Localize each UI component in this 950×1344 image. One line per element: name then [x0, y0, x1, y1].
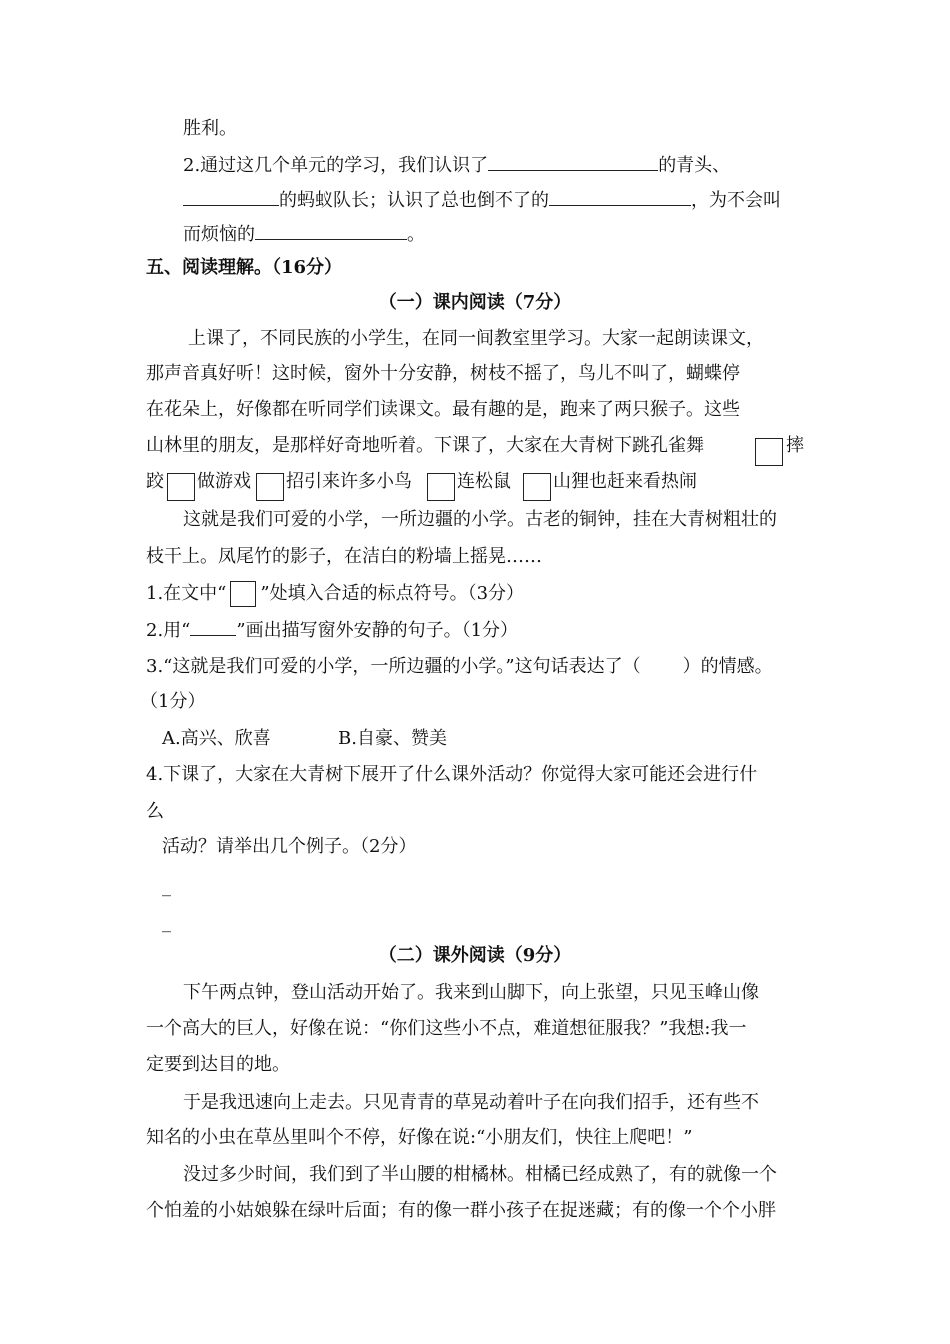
answer-blank[interactable] — [183, 187, 279, 206]
text: 2.用“ — [146, 620, 191, 641]
punctuation-box[interactable] — [523, 473, 551, 501]
text-line: 胜利。 — [183, 118, 237, 139]
question-4-line3: 活动？请举出几个例子。（2分） — [162, 836, 417, 857]
text: ，为不会叫 — [691, 190, 781, 211]
punctuation-box[interactable] — [167, 473, 195, 501]
question-1 — [146, 581, 524, 607]
text: 的青头、 — [658, 155, 731, 176]
fill-question-2 — [183, 152, 730, 178]
text: 摔 — [786, 435, 804, 456]
question-2 — [146, 617, 518, 643]
text: 做游戏 — [197, 471, 251, 492]
paragraph-line: 上课了，不同民族的小学生，在同一间教室里学习。大家一起朗读课文， — [188, 328, 764, 349]
paragraph-line: 下午两点钟，登山活动开始了。我来到山脚下，向上张望，只见玉峰山像 — [183, 982, 759, 1003]
text: 山狸也赶来看热闹 — [553, 471, 697, 492]
punctuation-box-sample — [230, 581, 256, 607]
question-3-score: （1分） — [140, 691, 206, 712]
paragraph-line: 在花朵上，好像都在听同学们读课文。最有趣的是，跑来了两只猴子。这些 — [146, 399, 740, 420]
text: 而烦恼的 — [183, 224, 255, 245]
paragraph-line: 山林里的朋友，是那样好奇地听着。下课了，大家在大青树下跳孔雀舞 — [146, 435, 704, 456]
text: ）的情感。 — [682, 656, 773, 677]
option-b[interactable]: B.自豪、赞美 — [338, 728, 447, 749]
text: ”画出描写窗外安静的句子。（1分） — [236, 620, 519, 641]
section-heading: 五、阅读理解。（16分） — [146, 257, 343, 278]
text: 1.在文中“ — [146, 583, 227, 604]
underline-sample — [190, 617, 236, 636]
question-3 — [146, 655, 773, 679]
answer-blank[interactable] — [255, 221, 407, 240]
reading2-title: （二）课外阅读（9分） — [378, 945, 572, 966]
paragraph-line: 这就是我们可爱的小学，一所边疆的小学。古老的铜钟，挂在大青树粗壮的 — [183, 509, 777, 530]
paragraph-line: 没过多少时间，我们到了半山腰的柑橘林。柑橘已经成熟了，有的就像一个 — [183, 1164, 777, 1185]
punctuation-box[interactable] — [256, 473, 284, 501]
text: 2.通过这几个单元的学习，我们认识了 — [183, 155, 489, 176]
answer-line[interactable]: _ — [162, 876, 171, 897]
answer-blank[interactable] — [549, 187, 691, 206]
fill-question-2-line3 — [183, 221, 425, 247]
paragraph-line: 于是我迅速向上走去。只见青青的草晃动着叶子在向我们招手，还有些不 — [183, 1092, 759, 1113]
reading1-title: （一）课内阅读（7分） — [378, 292, 572, 313]
paragraph-line: 跤 — [146, 471, 164, 492]
text: ”处填入合适的标点符号。（3分） — [260, 583, 525, 604]
answer-line[interactable]: _ — [162, 912, 171, 933]
paragraph-line: 枝干上。凤尾竹的影子，在洁白的粉墙上摇晃…… — [146, 546, 542, 567]
text: 的蚂蚁队长；认识了总也倒不了的 — [279, 190, 549, 211]
fill-question-2-line2 — [183, 187, 781, 213]
option-a[interactable]: A.高兴、欣喜 — [162, 728, 271, 749]
paragraph-line: 定要到达目的地。 — [146, 1054, 290, 1075]
paragraph-line: 一个高大的巨人，好像在说：“你们这些小不点，难道想征服我？”我想:我一 — [146, 1018, 747, 1039]
answer-blank[interactable] — [488, 152, 658, 171]
text: 连松鼠 — [457, 471, 511, 492]
text: 3.“这就是我们可爱的小学，一所边疆的小学。”这句话表达了（ — [146, 656, 641, 677]
text: 招引来许多小鸟 — [286, 471, 412, 492]
text: 。 — [407, 224, 425, 245]
paragraph-line: 那声音真好听！这时候，窗外十分安静，树枝不摇了，鸟儿不叫了，蝴蝶停 — [146, 363, 740, 384]
paragraph-line: 知名的小虫在草丛里叫个不停，好像在说:“小朋友们，快往上爬吧！” — [146, 1127, 693, 1148]
punctuation-box[interactable] — [427, 473, 455, 501]
paragraph-line: 个怕羞的小姑娘躲在绿叶后面；有的像一群小孩子在捉迷藏；有的像一个个小胖 — [146, 1200, 776, 1221]
punctuation-box[interactable] — [755, 438, 783, 466]
question-4-line2: 么 — [146, 801, 164, 822]
question-4: 4.下课了，大家在大青树下展开了什么课外活动？你觉得大家可能还会进行什 — [146, 764, 758, 785]
